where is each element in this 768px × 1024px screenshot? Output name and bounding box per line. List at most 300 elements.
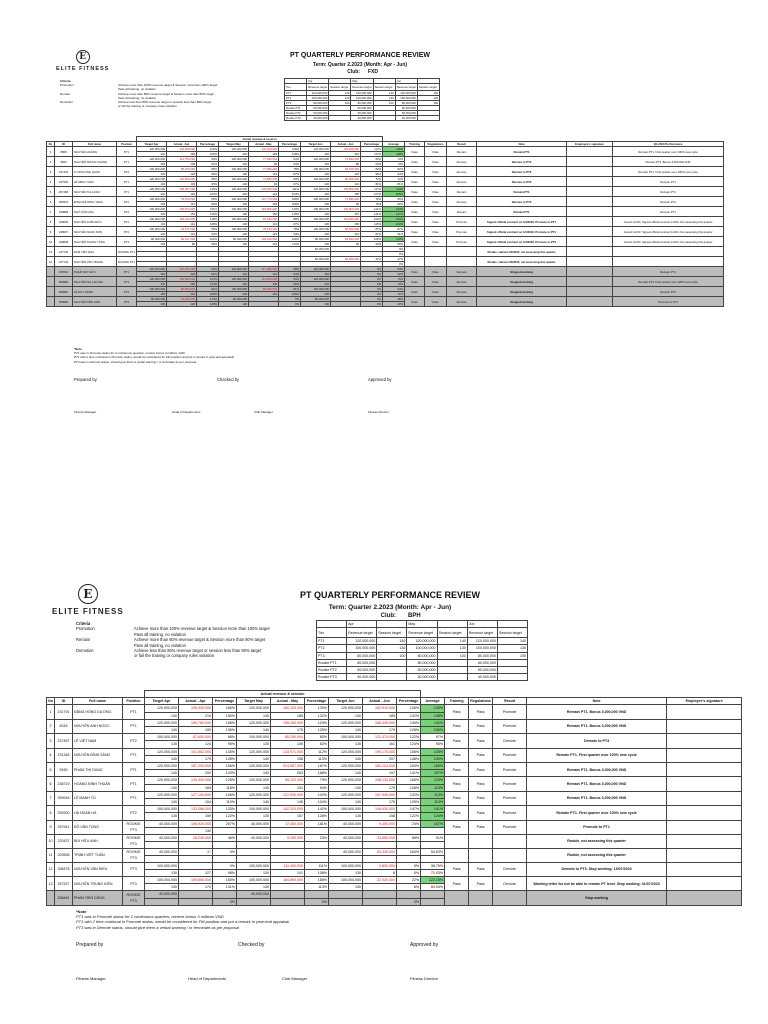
targets-header-cell: Session target	[437, 628, 467, 638]
revenue-percentage: 119%	[279, 207, 301, 212]
training-status: Pass	[445, 734, 469, 748]
target-sessions: 130	[219, 202, 249, 207]
session-percentage: 116%	[197, 212, 219, 217]
target-cell: 60,000,000	[467, 659, 497, 666]
club-value: FXD	[368, 69, 378, 75]
targets-header-cell: Revenue target	[352, 85, 372, 89]
revenue-percentage: 95%	[197, 227, 219, 232]
target-sessions: 140	[237, 712, 271, 719]
employee-id: 258478	[55, 862, 73, 876]
criteria-section	[76, 621, 316, 659]
target-revenue: 100,000,000	[145, 877, 179, 884]
employee-signature	[667, 748, 742, 762]
actual-revenue: 166,349,000	[363, 719, 397, 726]
note: Remain PT1. First quarter over 100% new cycle	[527, 748, 667, 762]
regulations-status: Pass	[469, 806, 493, 820]
group-header: Actual revenue & session	[145, 691, 421, 698]
target-cell: 140	[373, 91, 395, 96]
target-sessions	[329, 842, 363, 849]
session-percentage: 132%	[305, 712, 329, 719]
actual-revenue: 71,580,000	[331, 197, 361, 202]
session-percentage	[397, 856, 421, 863]
session-percentage	[397, 827, 421, 834]
q1-performance: Remain PT1. First quarter over 100% new cycle	[613, 277, 724, 287]
note: Rookie, started 1/4/2023, not assessing this quarter	[477, 247, 567, 257]
regulations-status: Pass	[425, 237, 447, 247]
targets-row	[317, 667, 528, 674]
session-percentage: 128%	[397, 784, 421, 791]
regulations-status: Pass	[425, 167, 447, 177]
column-header: Result	[447, 142, 477, 147]
target-sessions: 130	[137, 212, 167, 217]
target-sessions	[329, 827, 363, 834]
employee-name: ĐINH PHƯƠNG THẢO	[73, 197, 117, 207]
result: Promote	[447, 217, 477, 227]
targets-row	[317, 659, 528, 666]
note-heading: *Note	[76, 909, 87, 914]
target-sessions: 100	[137, 302, 167, 307]
session-percentage: 5%	[397, 869, 421, 876]
revenue-percentage: 164%	[397, 848, 421, 855]
position: ROOKIE PT3	[123, 891, 145, 905]
average-sessions: 90%	[383, 202, 405, 207]
actual-revenue: 155,150,000	[271, 719, 305, 726]
employee-name: LÊ MẠNH TÚ	[73, 791, 123, 805]
position: PT1	[117, 277, 137, 287]
target-cell: 100	[437, 652, 467, 659]
position: ROOKIE PT1	[117, 247, 137, 257]
target-cell: 100	[417, 101, 439, 106]
position: PT1	[117, 147, 137, 157]
actual-revenue: 82,010,000	[331, 167, 361, 172]
actual-sessions	[249, 302, 279, 307]
role-club-manager: Club Manager	[254, 410, 273, 414]
session-percentage: 108%	[279, 202, 301, 207]
logo-mark: E	[76, 50, 90, 64]
result: Demote	[447, 167, 477, 177]
actual-revenue	[271, 848, 305, 855]
target-cell: 140	[329, 91, 351, 96]
column-header: Percentage	[305, 698, 329, 705]
target-cell: 50,000,000	[467, 667, 497, 674]
result: Demote	[447, 277, 477, 287]
target-cell: 140	[437, 638, 467, 645]
employee-signature	[667, 763, 742, 777]
row-no: 10	[47, 835, 55, 849]
session-percentage: 124%	[397, 741, 421, 748]
criteria-text: Pass all training, no violation	[118, 87, 157, 92]
regulations-status: Pass	[469, 719, 493, 733]
actual-sessions: 200	[179, 770, 213, 777]
actual-revenue: 140,990,000	[167, 277, 197, 282]
target-revenue: 100,000,000	[301, 167, 331, 172]
revenue-percentage: 80%	[197, 197, 219, 202]
target-sessions: 140	[145, 727, 179, 734]
target-revenue: 100,000,000	[237, 734, 271, 741]
actual-sessions: 165	[179, 784, 213, 791]
actual-sessions: 133	[167, 182, 197, 187]
target-revenue: 120,000,000	[219, 267, 249, 272]
actual-revenue: 9,150,000	[271, 835, 305, 842]
column-header: Actual - May	[249, 142, 279, 147]
notes-section	[76, 909, 289, 930]
target-sessions	[145, 856, 179, 863]
employee-name: PHAN TIẾN DŨNG	[73, 891, 123, 905]
actual-revenue: 80,990,000	[249, 287, 279, 292]
revenue-percentage: 153%	[397, 763, 421, 770]
targets-row	[317, 645, 528, 652]
employee-name: NGUYỄN TIẾN SƠN	[73, 297, 117, 307]
row-no	[47, 891, 55, 905]
target-revenue: 120,000,000	[219, 157, 249, 162]
average-sessions: 117%	[383, 212, 405, 217]
session-percentage: 108%	[305, 869, 329, 876]
revenue-percentage: 142%	[305, 806, 329, 813]
session-percentage: 95%	[213, 741, 237, 748]
target-cell: 80,000,000	[347, 652, 377, 659]
tier-cell: PT2	[317, 645, 347, 652]
session-percentage: 132%	[397, 712, 421, 719]
row-no: 5	[47, 763, 55, 777]
target-revenue: 120,000,000	[137, 187, 167, 192]
criteria-row	[60, 104, 280, 108]
actual-revenue: 101,820,000	[167, 177, 197, 182]
session-percentage: 141%	[397, 770, 421, 777]
target-cell: 130	[329, 96, 351, 101]
actual-sessions: 150	[331, 222, 361, 227]
employee-name: NGUYỄN THANH TÙNG	[73, 237, 117, 247]
actual-sessions: 99	[331, 202, 361, 207]
group-header-row	[47, 691, 742, 698]
actual-sessions: 121	[167, 232, 197, 237]
regulations-status: Pass	[425, 197, 447, 207]
target-sessions: 140	[301, 192, 331, 197]
regulations-status	[469, 835, 493, 849]
note: Rookie, not assessing this quarter	[527, 835, 667, 849]
brand-name: ELITE FITNESS	[56, 66, 110, 72]
target-revenue: 100,000,000	[137, 197, 167, 202]
actual-sessions: 113	[249, 222, 279, 227]
revenue-percentage: 94%	[197, 157, 219, 162]
actual-revenue: 85,960,000	[331, 177, 361, 182]
average-revenue: 145%	[421, 705, 445, 712]
revenue-percentage: 79%	[305, 777, 329, 784]
average-revenue: 114%	[383, 187, 405, 192]
row-no: 8	[47, 217, 55, 227]
row-no: 11	[47, 247, 55, 257]
position: ROOKIE PT3	[123, 835, 145, 849]
tier-cell: Rookie PT2	[285, 111, 307, 116]
target-sessions: 130	[145, 869, 179, 876]
actual-revenue	[271, 891, 305, 898]
target-cell: 60,000,000	[407, 659, 437, 666]
position: PT1	[123, 719, 145, 733]
training-status: Pass	[405, 237, 425, 247]
column-header: Training	[445, 698, 469, 705]
actual-revenue: 142,320,000	[271, 806, 305, 813]
training-status: Pass	[405, 157, 425, 167]
column-header: Regulations	[470, 699, 491, 704]
training-status: Pass	[405, 227, 425, 237]
average-revenue: 0%	[383, 247, 405, 252]
target-revenue: 80,000,000	[219, 237, 249, 242]
note: Remain PT1. Bonus 3,000,000 VND	[527, 705, 667, 719]
target-sessions: 100	[219, 242, 249, 247]
average-revenue: 87%	[383, 227, 405, 232]
employee-id: 238719	[55, 777, 73, 791]
target-cell: 100	[329, 101, 351, 106]
target-cell: 140	[497, 638, 527, 645]
targets-header-cell: Revenue target	[467, 628, 497, 638]
actual-sessions: 190	[179, 727, 213, 734]
position: PT2	[117, 197, 137, 207]
criteria-text: Achieve more than 80% revenue target & Session more than 80% target	[134, 637, 266, 643]
session-percentage: 67%	[279, 182, 301, 187]
session-percentage	[397, 842, 421, 849]
target-cell	[377, 659, 407, 666]
target-sessions: 140	[329, 727, 363, 734]
performance-table	[46, 136, 724, 307]
target-revenue: 100,000,000	[219, 167, 249, 172]
session-percentage: 63%	[361, 162, 383, 167]
revenue-percentage: 185%	[305, 877, 329, 884]
target-revenue: 120,000,000	[137, 147, 167, 152]
revenue-percentage: 0%	[361, 277, 383, 282]
logo-mark: E	[78, 584, 98, 604]
criteria-level: Remain	[76, 637, 91, 643]
revenue-percentage: 23%	[305, 835, 329, 842]
actual-revenue: 199,420,000	[179, 705, 213, 712]
regulations-status	[469, 848, 493, 862]
row-no: 10	[47, 237, 55, 247]
target-cell: 50,000,000	[407, 667, 437, 674]
revenue-percentage: 80%	[305, 734, 329, 741]
tier-cell: Rookie PT3	[285, 116, 307, 121]
column-header: Target May	[237, 698, 271, 705]
group-spacer	[47, 691, 145, 698]
actual-sessions: 113	[331, 232, 361, 237]
actual-sessions: 151	[167, 212, 197, 217]
employee-signature	[667, 835, 742, 849]
notes-section	[74, 347, 234, 364]
revenue-percentage: 88%	[279, 217, 301, 222]
session-percentage: 113%	[305, 755, 329, 762]
revenue-percentage: 0%	[213, 848, 237, 855]
employee-id: 220636	[55, 848, 73, 862]
result: Promote	[493, 777, 527, 791]
position: PT3	[117, 297, 137, 307]
column-header: Full name	[73, 142, 117, 147]
targets-header-cell: Revenue target	[407, 628, 437, 638]
average-revenue: 122.15%	[421, 877, 445, 884]
target-sessions: 140	[219, 162, 249, 167]
table-row	[47, 891, 742, 898]
actual-sessions: 128	[167, 172, 197, 177]
revenue-percentage: 166%	[213, 705, 237, 712]
session-percentage: 87%	[279, 172, 301, 177]
actual-sessions: 157	[331, 212, 361, 217]
actual-sessions: 185	[271, 712, 305, 719]
column-header: Target Apr	[145, 698, 179, 705]
target-cell: 40,000,000	[351, 116, 373, 121]
targets-header-cell: Tier	[317, 628, 347, 638]
criteria-text: Pass all training, no violation	[134, 642, 186, 648]
session-percentage: 122%	[397, 813, 421, 820]
session-percentage: 108%	[279, 292, 301, 297]
average-revenue: 47%	[383, 257, 405, 262]
position: ROOKIE PT1	[117, 257, 137, 267]
target-sessions: 140	[137, 192, 167, 197]
actual-sessions: 131	[249, 272, 279, 277]
employee-id: 237740	[55, 247, 73, 257]
revenue-percentage: 117%	[197, 277, 219, 282]
session-percentage: 128%	[197, 302, 219, 307]
result: Demote	[447, 177, 477, 187]
employee-name: NGUYỄN ĐÌNH SÁNG	[73, 748, 123, 762]
revenue-percentage: 85%	[397, 835, 421, 842]
revenue-percentage: 135%	[213, 748, 237, 755]
club-label: Club:	[347, 69, 360, 75]
targets-header-cell: Tier	[285, 84, 307, 91]
session-percentage: 98%	[213, 869, 237, 876]
target-revenue: 120,000,000	[329, 705, 363, 712]
revenue-percentage: 125%	[213, 777, 237, 784]
targets-month-cell	[437, 621, 467, 628]
actual-sessions: 165	[249, 152, 279, 157]
employee-signature	[567, 147, 613, 157]
average-revenue	[421, 891, 445, 898]
actual-revenue: 65,440,000	[363, 848, 397, 855]
column-header: Actual - May	[271, 698, 305, 705]
session-percentage: 0%	[397, 898, 421, 905]
sig-checked: Checked by	[217, 377, 240, 382]
session-percentage: 121%	[361, 212, 383, 217]
actual-revenue: 86,370,000	[167, 167, 197, 172]
revenue-percentage: 117%	[361, 147, 383, 152]
employee-signature	[667, 791, 742, 805]
revenue-percentage: 24%	[397, 820, 421, 827]
column-header: Result	[493, 698, 527, 705]
criteria-level: Promotion	[76, 626, 95, 632]
target-sessions: 140	[237, 770, 271, 777]
session-percentage: 93%	[197, 232, 219, 237]
actual-revenue: 104,010,000	[249, 237, 279, 242]
result	[493, 891, 527, 905]
result: Remain	[447, 207, 477, 217]
targets-header-row	[317, 628, 528, 638]
target-revenue: 120,000,000	[329, 748, 363, 755]
targets-row	[317, 638, 528, 645]
result: Demote	[493, 862, 527, 876]
target-sessions: 130	[301, 172, 331, 177]
target-revenue: 100,000,000	[301, 207, 331, 212]
actual-sessions	[363, 842, 397, 849]
actual-revenue: 157,940,000	[363, 791, 397, 798]
session-percentage	[305, 827, 329, 834]
revenue-percentage: 130%	[279, 237, 301, 242]
employee-name: HÀ NGÂN HÀ	[73, 806, 123, 820]
employee-signature	[567, 177, 613, 187]
actual-revenue: 80,563,000	[167, 287, 197, 292]
session-percentage: 125%	[305, 727, 329, 734]
target-cell: 120,000,000	[347, 638, 377, 645]
training-status	[405, 257, 425, 267]
regulations-status: Pass	[425, 287, 447, 297]
employee-name: NGÔ VĂN HÓA	[73, 207, 117, 217]
column-header: Average	[383, 142, 405, 147]
average-revenue: 86%	[383, 197, 405, 202]
target-sessions: 100	[219, 302, 249, 307]
average-sessions: 130%	[421, 755, 445, 762]
target-sessions: 140	[145, 770, 179, 777]
actual-revenue: 190,170,000	[363, 748, 397, 755]
position: PT1	[123, 748, 145, 762]
criteria-header: Criteria	[76, 621, 91, 626]
criteria-level: Remain	[60, 91, 71, 96]
position: PT1	[117, 187, 137, 197]
column-header: Q1.2023 Performance	[613, 142, 724, 147]
targets-month-cell	[317, 621, 347, 628]
target-revenue: 80,000,000	[137, 297, 167, 302]
target-sessions	[237, 856, 271, 863]
target-revenue: 120,000,000	[237, 763, 271, 770]
target-cell: 40,000,000	[307, 116, 329, 121]
employee-id: 231791	[55, 705, 73, 719]
actual-revenue	[179, 862, 213, 869]
target-sessions: 130	[137, 222, 167, 227]
target-sessions: 100	[137, 242, 167, 247]
result: Promote	[493, 763, 527, 777]
target-cell: 80,000,000	[467, 652, 497, 659]
tier-cell: Rookie PT1	[285, 106, 307, 111]
report-title: PT QUARTERLY PERFORMANCE REVIEW	[299, 590, 481, 600]
average-revenue: 70%	[383, 277, 405, 282]
actual-revenue: 149,400,000	[179, 777, 213, 784]
session-percentage: 188%	[305, 770, 329, 777]
regulations-status: Pass	[425, 147, 447, 157]
target-revenue: 120,000,000	[145, 763, 179, 770]
session-percentage: 118%	[279, 152, 301, 157]
session-percentage: 110%	[213, 799, 237, 806]
target-revenue: 100,000,000	[137, 167, 167, 172]
column-header: Regulations	[425, 142, 447, 147]
average-revenue: 64%	[383, 267, 405, 272]
brand-logo	[52, 584, 124, 616]
employee-signature	[667, 862, 742, 876]
actual-revenue: 84,600,000	[331, 237, 361, 242]
actual-revenue: 118,312,000	[167, 217, 197, 222]
regulations-status: Pass	[469, 705, 493, 719]
employee-signature	[567, 167, 613, 177]
target-revenue: 100,000,000	[219, 227, 249, 232]
position: PT1	[123, 791, 145, 805]
target-sessions: 130	[145, 813, 179, 820]
target-sessions: 140	[137, 182, 167, 187]
targets-header-cell: Session target	[417, 84, 439, 91]
role-fitness-director: Fitness Director	[410, 976, 439, 981]
actual-sessions: 175	[363, 799, 397, 806]
table-row	[47, 806, 742, 813]
revenue-percentage: 106%	[213, 791, 237, 798]
position: PT1	[123, 763, 145, 777]
average-sessions: 96%	[421, 741, 445, 748]
column-header: Position	[117, 142, 137, 147]
column-header: Percentage	[213, 698, 237, 705]
note: Stopped working	[477, 297, 567, 307]
target-cell: 60,000,000	[351, 106, 373, 111]
target-cell: 40,000,000	[467, 674, 497, 681]
session-percentage: 0%	[361, 302, 383, 307]
